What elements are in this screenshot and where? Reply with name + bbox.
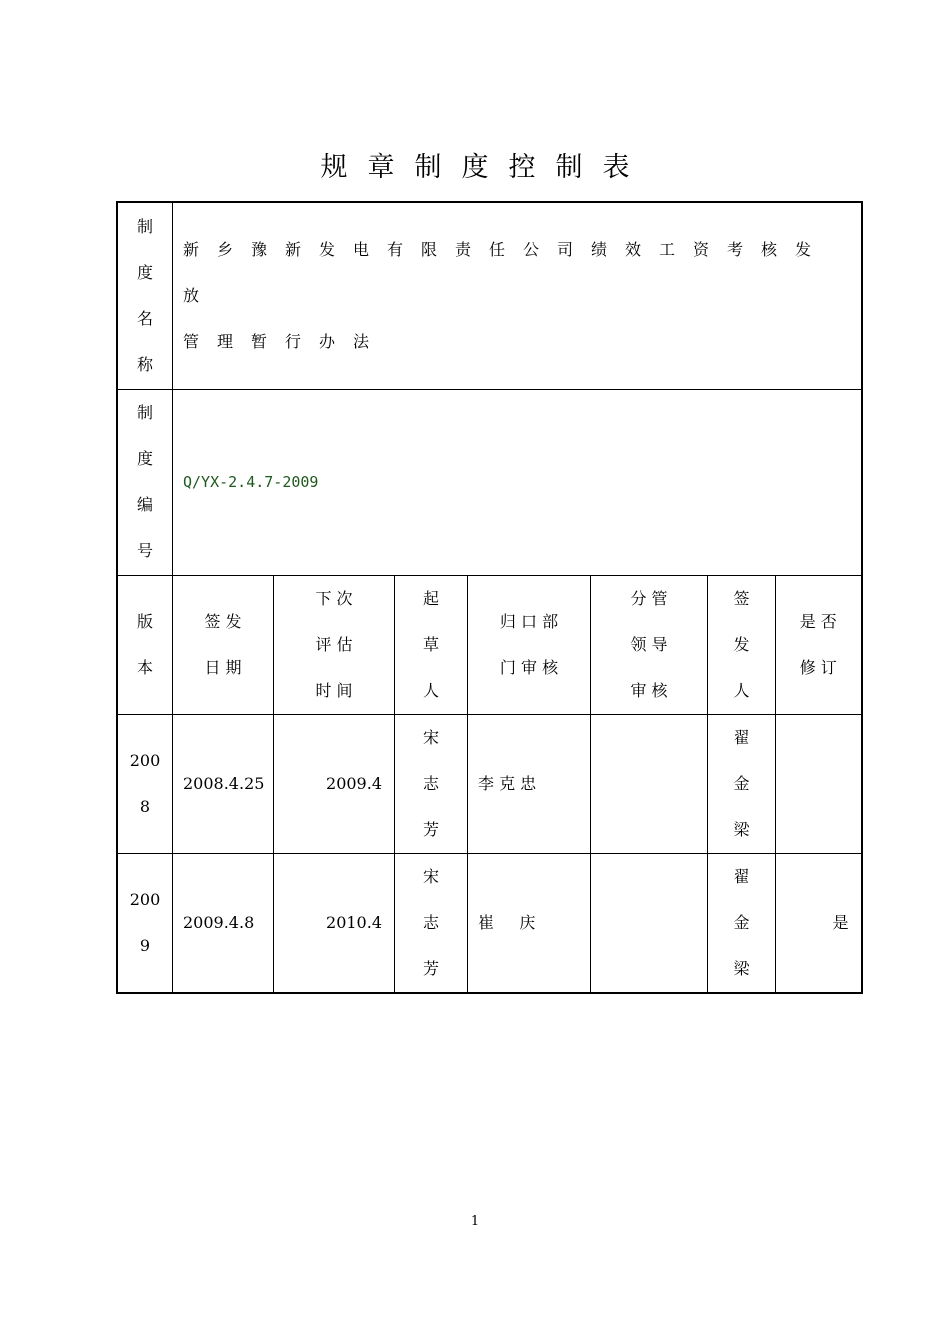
record-version: 200 9 [117, 853, 173, 993]
record-issue-date: 2008.4.25 [173, 714, 274, 853]
name-label: 制 度 名 称 [117, 202, 173, 389]
header-row [117, 575, 862, 714]
control-table [116, 201, 863, 994]
table-row [117, 714, 862, 853]
record-dept-review: 李 克 忠 [468, 714, 591, 853]
record-signer: 翟 金 梁 [708, 714, 776, 853]
record-drafter: 宋 志 芳 [395, 853, 468, 993]
name-row [117, 202, 862, 389]
header-leader-review: 分 管 领 导 审 核 [591, 575, 708, 714]
code-label: 制 度 编 号 [117, 389, 173, 575]
name-value: 新乡豫新发电有限责任公司绩效工资考核发放 管理暂行办法 [173, 202, 862, 389]
record-dept-review: 崔 庆 [468, 853, 591, 993]
header-issue-date: 签 发 日 期 [173, 575, 274, 714]
header-signer: 签 发 人 [708, 575, 776, 714]
record-leader-review [591, 714, 708, 853]
code-value: Q/YX-2.4.7-2009 [173, 389, 862, 575]
record-issue-date: 2009.4.8 [173, 853, 274, 993]
header-drafter: 起 草 人 [395, 575, 468, 714]
header-version: 版 本 [117, 575, 173, 714]
header-dept-review: 归 口 部 门 审 核 [468, 575, 591, 714]
header-revised: 是 否 修 订 [776, 575, 862, 714]
code-row [117, 389, 862, 575]
record-next-eval: 2009.4 [274, 714, 395, 853]
record-leader-review [591, 853, 708, 993]
record-revised [776, 714, 862, 853]
table-row [117, 853, 862, 993]
record-revised: 是 [776, 853, 862, 993]
record-next-eval: 2010.4 [274, 853, 395, 993]
page-title: 规章制度控制表 [320, 152, 650, 183]
page-number: 1 [470, 1214, 480, 1229]
record-signer: 翟 金 梁 [708, 853, 776, 993]
header-next-eval: 下 次 评 估 时 间 [274, 575, 395, 714]
record-version: 200 8 [117, 714, 173, 853]
record-drafter: 宋 志 芳 [395, 714, 468, 853]
